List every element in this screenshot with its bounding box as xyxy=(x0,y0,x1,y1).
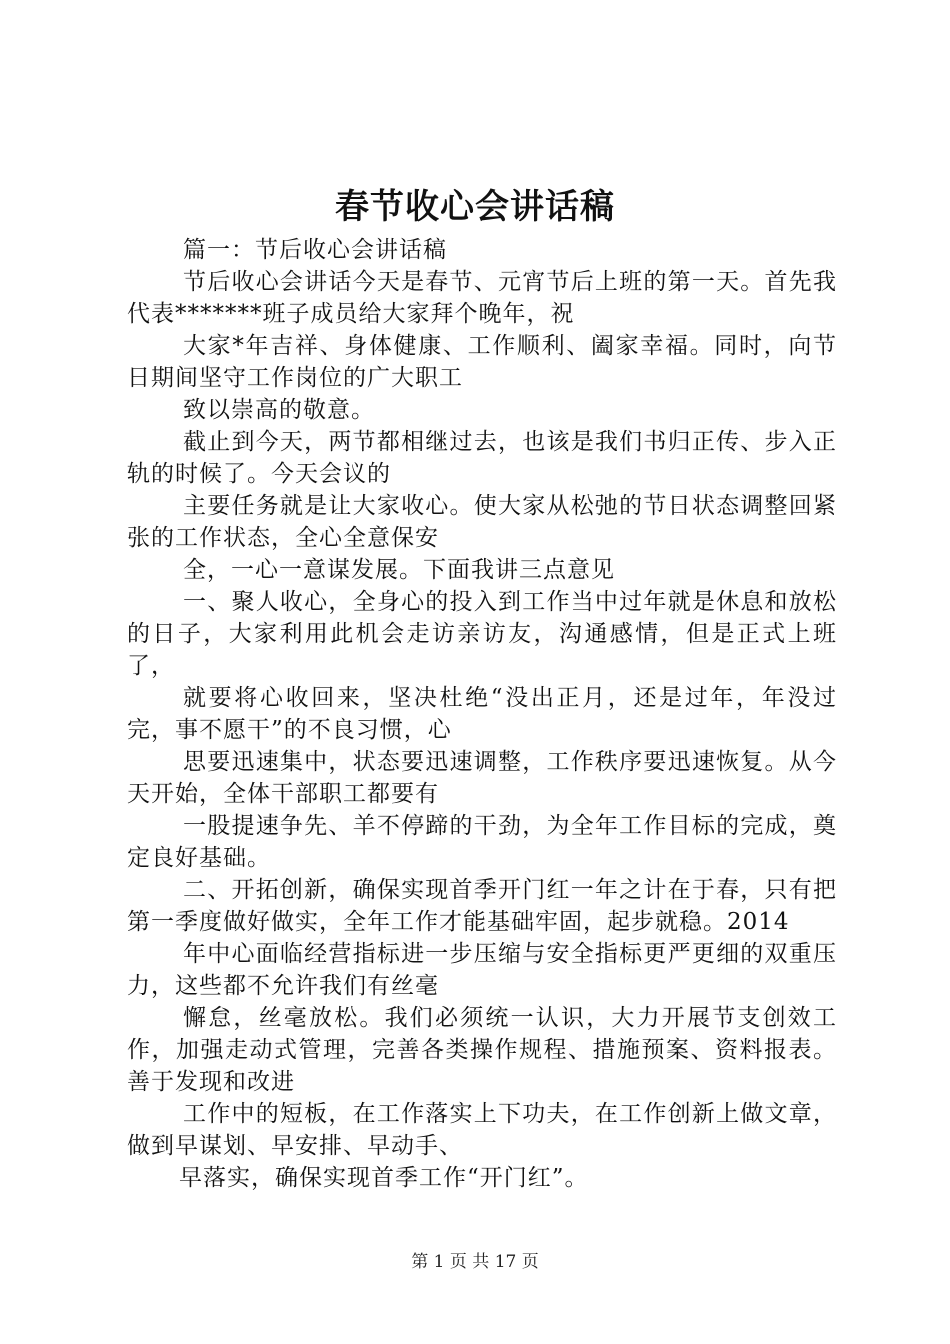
paragraph-3: 大家*年吉祥、身体健康、工作顺利、阖家幸福。同时，向节日期间坚守工作岗位的广大职工 xyxy=(127,333,837,391)
paragraph-16: 早落实，确保实现首季工作“开门红”。 xyxy=(179,1165,589,1191)
paragraph-7: 全，一心一意谋发展。下面我讲三点意见 xyxy=(183,557,615,583)
paragraph-6: 主要任务就是让大家收心。使大家从松弛的节日状态调整回紧张的工作状态，全心全意保安 xyxy=(127,493,837,551)
paragraph-15: 工作中的短板，在工作落实上下功夫，在工作创新上做文章，做到早谋划、早安排、早动手、 xyxy=(127,1101,837,1159)
page-footer: 第 1 页 共 17 页 xyxy=(411,1252,539,1272)
paragraph-9: 就要将心收回来，坚决杜绝“没出正月，还是过年，年没过完，事不愿干”的不良习惯，心 xyxy=(127,685,837,743)
paragraph-13: 年中心面临经营指标进一步压缩与安全指标更严更细的双重压力，这些都不允许我们有丝毫 xyxy=(127,941,837,999)
paragraph-8: 一、聚人收心，全身心的投入到工作当中过年就是休息和放松的日子，大家利用此机会走访亲访友，沟通感情，但是正式上班了， xyxy=(127,589,837,679)
paragraph-10: 思要迅速集中，状态要迅速调整，工作秩序要迅速恢复。从今天开始，全体干部职工都要有 xyxy=(127,749,837,807)
document-body xyxy=(127,234,837,1194)
paragraph-12: 二、开拓创新，确保实现首季开门红一年之计在于春，只有把第一季度做好做实，全年工作才能基础牢固，起步就稳。2014 xyxy=(127,877,837,935)
document-title: 春节收心会讲话稿 xyxy=(335,187,615,227)
paragraph-5: 截止到今天，两节都相继过去，也该是我们书归正传、步入正轨的时候了。今天会议的 xyxy=(127,429,837,487)
paragraph-2: 节后收心会讲话今天是春节、元宵节后上班的第一天。首先我代表*******班子成员给大家拜个晚年，祝 xyxy=(127,269,837,327)
paragraph-11: 一股提速争先、羊不停蹄的干劲，为全年工作目标的完成，奠定良好基础。 xyxy=(127,813,837,871)
paragraph-4: 致以崇高的敬意。 xyxy=(183,397,375,423)
paragraph-1: 篇一：节后收心会讲话稿 xyxy=(183,237,447,263)
paragraph-14: 懈怠，丝毫放松。我们必须统一认识，大力开展节支创效工作，加强走动式管理，完善各类操作规程、措施预案、资料报表。善于发现和改进 xyxy=(127,1005,837,1095)
